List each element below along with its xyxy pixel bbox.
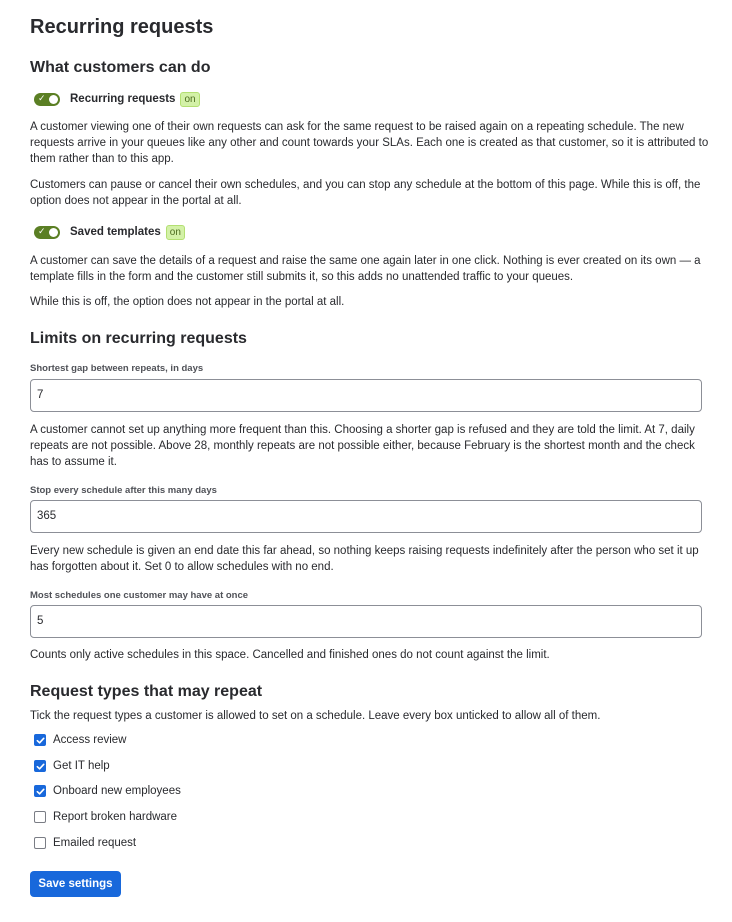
status-lozenge: on bbox=[166, 225, 185, 240]
checkbox[interactable] bbox=[34, 811, 46, 823]
customers-section-heading: What customers can do bbox=[30, 59, 211, 76]
checkbox[interactable] bbox=[34, 785, 46, 797]
min-gap-input[interactable]: 7 bbox=[30, 379, 702, 412]
templates-description-2: While this is off, the option does not appear in the portal at all. bbox=[30, 296, 345, 308]
recurring-requests-toggle-row bbox=[34, 91, 200, 107]
check-icon: ✓ bbox=[38, 92, 46, 103]
types-description: Tick the request types a customer is allowed to set on a schedule. Leave every box unticked to allow all of them. bbox=[30, 710, 601, 722]
max-schedules-help: Counts only active schedules in this space. Cancelled and finished ones do not count against the limit. bbox=[30, 649, 550, 661]
page-title: Recurring requests bbox=[30, 16, 214, 38]
toggle-knob bbox=[49, 228, 58, 237]
min-gap-help: A customer cannot set up anything more frequent than this. Choosing a shorter gap is refused and they are told the limit. At 7, daily repeats are not possible. Above 28, monthly repeats are not possible either, because February is the shortest month and the check has to assume it. bbox=[30, 424, 695, 468]
saved-templates-label: Saved templates bbox=[70, 226, 161, 238]
max-duration-help: Every new schedule is given an end date this far ahead, so nothing keeps raising requests indefinitely after the person who set it up has forgotten about it. Set 0 to allow schedules with no end. bbox=[30, 545, 699, 573]
max-duration-label: Stop every schedule after this many days bbox=[30, 485, 217, 496]
max-schedules-input[interactable]: 5 bbox=[30, 605, 702, 638]
recurring-requests-toggle[interactable] bbox=[34, 93, 60, 106]
request-type-item[interactable] bbox=[34, 759, 110, 773]
types-section-heading: Request types that may repeat bbox=[30, 683, 263, 700]
limits-section-heading: Limits on recurring requests bbox=[30, 330, 247, 347]
request-type-label: Emailed request bbox=[53, 837, 137, 849]
recurring-requests-label: Recurring requests bbox=[70, 93, 176, 105]
save-settings-button[interactable]: Save settings bbox=[30, 871, 121, 897]
request-type-label: Access review bbox=[53, 734, 127, 746]
checkmark-icon bbox=[36, 762, 45, 771]
saved-templates-toggle-row bbox=[34, 224, 185, 240]
saved-templates-toggle[interactable] bbox=[34, 226, 60, 239]
recurring-description-2: Customers can pause or cancel their own schedules, and you can stop any schedule at the bottom of this page. While this is off, the option does not appear in the portal at all. bbox=[30, 179, 701, 207]
request-type-item[interactable] bbox=[34, 836, 136, 850]
request-type-label: Onboard new employees bbox=[53, 785, 181, 797]
toggle-knob bbox=[49, 95, 58, 104]
min-gap-label: Shortest gap between repeats, in days bbox=[30, 363, 204, 374]
checkmark-icon bbox=[36, 736, 45, 745]
max-duration-input[interactable]: 365 bbox=[30, 500, 702, 533]
request-type-label: Get IT help bbox=[53, 760, 110, 772]
request-type-item[interactable] bbox=[34, 733, 127, 747]
recurring-description: A customer viewing one of their own requests can ask for the same request to be raised again on a repeating schedule. The new requests arrive in your queues like any other and count towards your SLAs. Each one is created as that customer, so it is attributed to them rather than to this app. bbox=[30, 121, 709, 165]
checkmark-icon bbox=[36, 787, 45, 796]
status-lozenge: on bbox=[180, 92, 199, 107]
max-schedules-label: Most schedules one customer may have at once bbox=[30, 590, 249, 601]
templates-description: A customer can save the details of a request and raise the same one again later in one click. Nothing is ever created on its own — a template fills in the form and the customer still submits it, so this adds no unattended traffic to your queues. bbox=[30, 255, 701, 283]
request-type-item[interactable] bbox=[34, 810, 177, 824]
checkbox[interactable] bbox=[34, 760, 46, 772]
checkbox[interactable] bbox=[34, 734, 46, 746]
checkbox[interactable] bbox=[34, 837, 46, 849]
check-icon: ✓ bbox=[38, 225, 46, 236]
request-type-item[interactable] bbox=[34, 784, 181, 798]
request-type-label: Report broken hardware bbox=[53, 811, 178, 823]
